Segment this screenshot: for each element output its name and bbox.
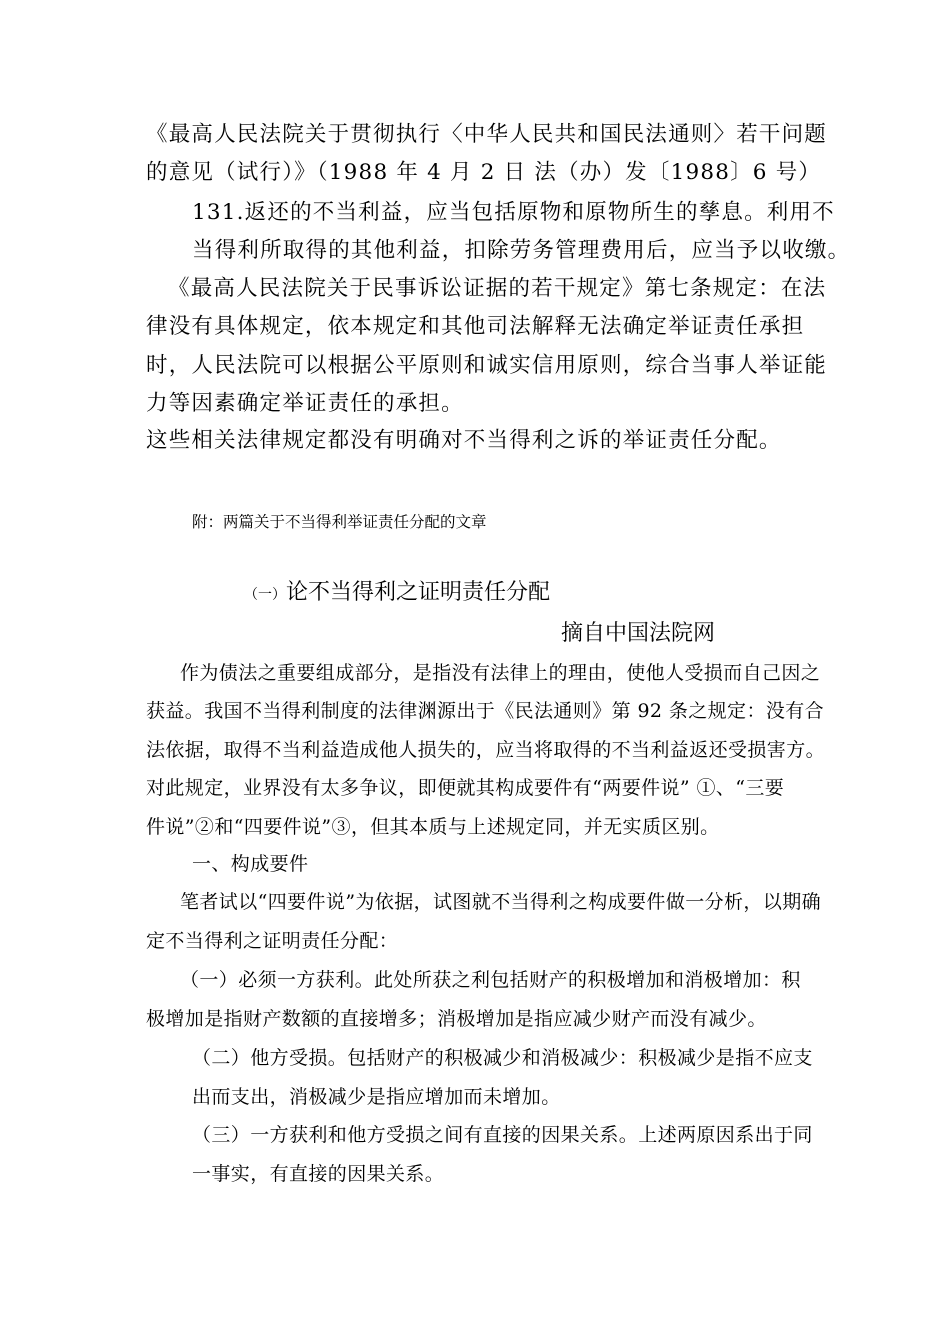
article-source: 摘自中国法院网 bbox=[561, 621, 716, 646]
evidence-rule-line-4: 力等因素确定举证责任的承担。 bbox=[146, 391, 464, 416]
body-line-4: 对此规定，业界没有太多争议，即便就其构成要件有“两要件说” ①、“三要 bbox=[146, 777, 785, 799]
body-line-6: 笔者试以“四要件说”为依据，试图就不当得利之构成要件做一分析，以期确 bbox=[180, 891, 822, 913]
item-1-line-2: 极增加是指财产数额的直接增多；消极增加是指应减少财产而没有减少。 bbox=[146, 1008, 767, 1030]
regulation-title-line-2: 的意见（试行）》（1988 年 4 月 2 日 法（办）发〔1988〕6 号） bbox=[146, 160, 822, 185]
section-heading: 一、构成要件 bbox=[192, 853, 309, 875]
item-3-line-1: （三）一方获利和他方受损之间有直接的因果关系。上述两原因系出于同 bbox=[192, 1124, 813, 1146]
regulation-title-line-1: 《最高人民法院关于贯彻执行〈中华人民共和国民法通则〉若干问题 bbox=[146, 122, 828, 147]
item-3-line-2: 一事实，有直接的因果关系。 bbox=[192, 1163, 445, 1185]
item-1-line-1: （一）必须一方获利。此处所获之利包括财产的积极增加和消极增加：积 bbox=[180, 969, 801, 991]
article-heading bbox=[244, 582, 550, 604]
body-line-3: 法依据，取得不当利益造成他人损失的，应当将取得的不当利益返还受损害方。 bbox=[146, 739, 826, 761]
article-number: （一） bbox=[244, 587, 286, 603]
attachment-note: 附：两篇关于不当得利举证责任分配的文章 bbox=[192, 513, 487, 531]
evidence-rule-line-3: 时，人民法院可以根据公平原则和诚实信用原则，综合当事人举证能 bbox=[146, 353, 828, 378]
evidence-rule-line-1: 《最高人民法院关于民事诉讼证据的若干规定》第七条规定：在法 bbox=[168, 276, 827, 301]
article-131-line-2: 当得利所取得的其他利益，扣除劳务管理费用后，应当予以收缴。 bbox=[192, 238, 851, 263]
body-line-5: 件说”②和“四要件说”③，但其本质与上述规定同，并无实质区别。 bbox=[146, 816, 720, 838]
evidence-rule-line-2: 律没有具体规定，依本规定和其他司法解释无法确定举证责任承担 bbox=[146, 314, 805, 339]
conclusion-line: 这些相关法律规定都没有明确对不当得利之诉的举证责任分配。 bbox=[146, 428, 782, 453]
body-line-2: 获益。我国不当得利制度的法律渊源出于《民法通则》第 92 条之规定：没有合 bbox=[146, 700, 825, 722]
body-line-7: 定不当得利之证明责任分配： bbox=[146, 930, 399, 952]
item-2-line-2: 出而支出，消极减少是指应增加而未增加。 bbox=[192, 1086, 561, 1108]
article-title: 论不当得利之证明责任分配 bbox=[286, 580, 551, 605]
item-2-line-1: （二）他方受损。包括财产的积极减少和消极减少：积极减少是指不应支 bbox=[192, 1047, 813, 1069]
body-line-1: 作为债法之重要组成部分，是指没有法律上的理由，使他人受损而自己因之 bbox=[180, 662, 821, 684]
article-131-line-1: 131.返还的不当利益，应当包括原物和原物所生的孳息。利用不 bbox=[192, 200, 835, 225]
